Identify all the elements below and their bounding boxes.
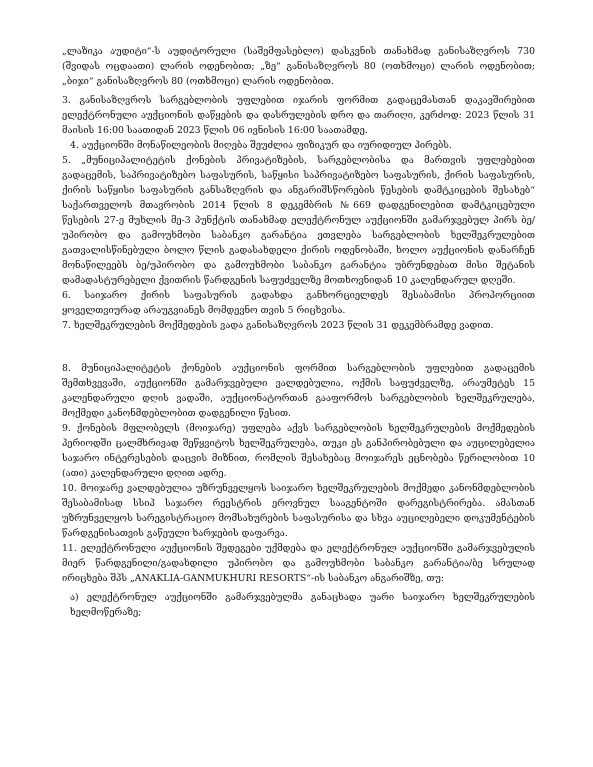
paragraph-8: 8. მუნიციპალიტეტის ქონების აუქციონის ფორმით სარგებლობის უფლებით გადაცემის შემთხვევაში, აუქციონში გამარჯვებული ვალდებულია, ოქმის საფუძველზე, არაუმეტეს 15 კალენდარული დღის ვადაში, აუქციონატორთან გააფორმოს სარგებლობის ხელშეკრულება, მოქმედი კანონმდებლობით დადგენილი წესით.	[62, 363, 535, 419]
paragraph-7: 7. ხელშეკრულების მოქმედების ვადა განისაზღვროს 2023 წლის 31 დეკემბრამდე ვადით.	[62, 320, 494, 331]
subitem-a: ა) ელექტრონულ აუქციონში გამარჯვებულმა განაცხადა უარი საიჯარო ხელშეკრულების ხელმოწერაზე;	[70, 592, 535, 618]
paragraph-6: 6. საიჯარო ქირის საფასურის გადახდა განხორციელდეს შესაბამისი პროპორციით ყოველთვიურად არაუგვიანეს მომდევნო თვის 5 რიცხვისა.	[62, 290, 535, 316]
paragraph-10: 10. მოიჯარე ვალდებულია უზრუნველყოს საიჯარო ხელშეკრულების მოქმედი კანონმდებლობის შესაბამისად სსიპ საჯარო რეესტრის ეროვნულ სააგენტოში დარეგისტრირება. ამასთან უზრუნველყოს სარეგისტრაციო მომსახურების საფასურისა და სხვა აუცილებელი დოკუმენტების წარდგენისათვის გაწეული ხარჯების დაფარვა.	[62, 483, 535, 539]
spacer	[62, 333, 535, 361]
paragraph-9: 9. ქონების მფლობელს (მოიჯარე) უფლება აქვს სარგებლობის ხელშეკრულების მოქმედების პერიოდში ცალმხრივად შეწყვიტოს ხელშეკრულება, თუკი ეს განპირობებული და აუცილებელია საჯარო ინტერესების დაცვის მიზნით, რომლის შესახებაც მოიჯარეს ეცნობება წერილობით 10 (ათი) კალენდარული დღით ადრე.	[62, 423, 535, 479]
paragraph-4: 4. აუქციონში მონაწილეობის მიღება შეუძლია ფიზიკურ და იურიდიულ პირებს.	[70, 140, 452, 151]
paragraph-continuation: „ლაზიკა აუდიტი“-ს აუდიტორული (საშემფასებლო) დასკვნის თანახმად განისაზღვროს 730 (შვიდას ოცდაათი) ლარის ოდენობით; „ზე“ განისაზღვროს 80 (ოთხმოცი) ლარის ოდენობით; „ბიჯი“ განისაზღვროს 80 (ოთხმოცი) ლარის ოდენობით.	[62, 46, 535, 87]
paragraph-3: 3. განისაზღვროს სარგებლობის უფლებით იჯარის ფორმით გადაცემასთან დაკავშირებით ელექტრონული აუქციონის დაწყების და დასრულების დრო და თარიღი, კერძოდ: 2023 წლის 31 მაისის 16:00 საათიდან 2023 წლის 06 ივნისის 16:00 საათამდე.	[62, 95, 535, 136]
paragraph-5: 5. „მუნიციპალიტეტის ქონების პრივატიზების, სარგებლობისა და მართვის უფლებებით გადაცემის, საპრივატიზებო საფასურის, საწყისი საპრივატიზებო საფასურის, ქირის საფასურის, ქირის საწყისი საფასურის განსაზღვრის და ანგარიშსწორების წესების დამტკიცების შესახებ“ საქართველოს მთავრობის 2014 წლის 8 დეკემბრის №669 დადგენილებით დამტკიცებული წესების 27-ე მუხლის მე-3 პუნქტის თანახმად ელექტრონულ აუქციონში გამარჯვებულ პირს ბე/უპირობო და გამოუხმობი საბანკო გარანტია ეთვლება სარგებლობის ხელშეკრულებით გათვალისწინებული ბოლო წლის გადასახდელი ქირის ოდენობაში, ხოლო აუქციონის დანარჩენ მონაწილეებს ბე/უპირობო და გამოუხმობი საბანკო გარანტია უბრუნდებათ მისი შეტანის დამადასტურებელი ქვითრის წარდგენის საფუძველზე მოთხოვნიდან 10 კალენდარულ დღეში.	[62, 155, 535, 286]
paragraph-11: 11. ელექტრონული აუქციონის შედეგები უქმდება და ელექტრონულ აუქციონში გამარჯვებულის მიერ წარდგენილი/გადახდილი უპირობო და გამოუხმობი საბანკო გარანტია/ბე სრულად ირიცხება შპს „ANAKLIA-GANMUKHURI RESORTS“-ის საბანკო ანგარიშზე, თუ:	[62, 543, 535, 584]
